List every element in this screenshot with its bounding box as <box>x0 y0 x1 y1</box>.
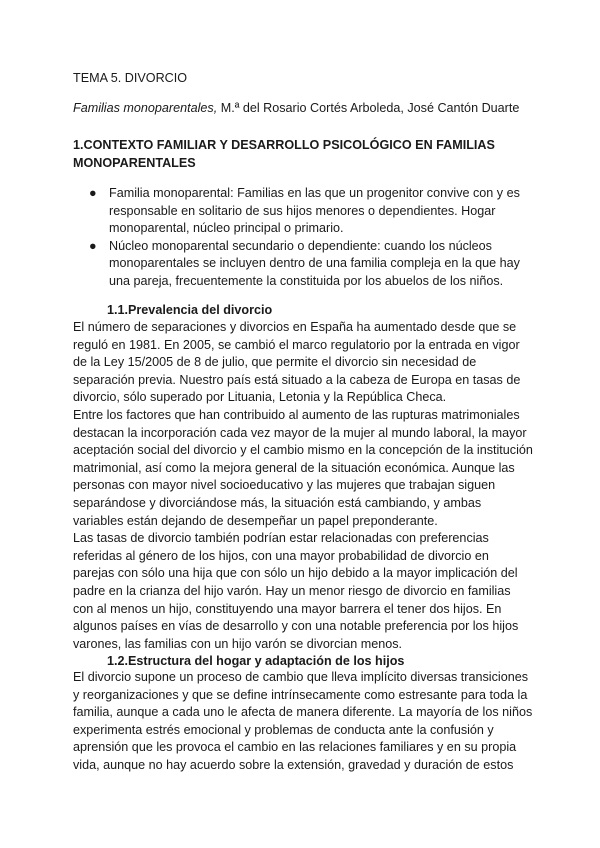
paragraph: El divorcio supone un proceso de cambio que lleva implícito diversas transiciones y reorganizaciones y que se define intrínsecamente como estresante para toda la familia, aunque a cada uno le afecta de manera diferente. La mayoría de los niños experimenta estrés emocional y problemas de conducta ante la confusión y aprensión que les provoca el cambio en las relaciones familiares y en su propia vida, aunque no hay acuerdo sobre la extensión, gravedad y duración de estos <box>73 670 533 772</box>
topic-title: TEMA 5. DIVORCIO <box>73 71 188 85</box>
list-item <box>73 238 533 291</box>
list-item-text: Familia monoparental: Familias en las que un progenitor convive con y es responsable en solitario de sus hijos menores o dependientes. Hogar monoparental, núcleo principal o primario. <box>109 186 520 236</box>
work-title: Familias monoparentales, <box>73 101 218 115</box>
list-item-text: Núcleo monoparental secundario o dependiente: cuando los núcleos monoparentales se incluyen dentro de una familia compleja en la que hay una pareja, frecuentemente la constituida por los abuelos de los niños. <box>109 238 520 288</box>
subsection-body-1-1 <box>73 319 533 653</box>
paragraph: Las tasas de divorcio también podrían estar relacionadas con preferencias referidas al género de los hijos, con una mayor probabilidad de divorcio en parejas con sólo una hija que con sólo un hijo debido a la mayor implicación del padre en la crianza del hijo varón. Hay un menor riesgo de divorcio en familias con al menos un hijo, constituyendo una mayor barrera el tener dos hijos. En algunos países en vías de desarrollo y con una notable preferencia por los hijos varones, las familias con un hijo varón se divorcian menos. <box>73 531 519 651</box>
subsection-heading-1-1: 1.1.Prevalencia del divorcio <box>107 303 273 317</box>
authors-line <box>73 100 533 118</box>
subsection-body-1-2 <box>73 669 533 775</box>
bullet-icon: ● <box>89 238 97 253</box>
section-heading-1: 1.CONTEXTO FAMILIAR Y DESARROLLO PSICOLÓGICO EN FAMILIAS MONOPARENTALES <box>73 138 495 170</box>
list-item <box>73 185 533 238</box>
paragraph: Entre los factores que han contribuido al aumento de las rupturas matrimoniales destacan la incorporación cada vez mayor de la mujer al mundo laboral, la mayor aceptación social del divorcio y el cambio mismo en la concepción de la institución matrimonial, así como la mejora general de la situación económica. Aunque las personas con mayor nivel socioeducativo y las mujeres que trabajan siguen separándose y divorciándose más, la situación está cambiando, y ambas variables están dejando de desempeñar un papel preponderante. <box>73 407 533 528</box>
paragraph: El número de separaciones y divorcios en España ha aumentado desde que se reguló en 1981. En 2005, se cambió el marco regulatorio por la entrada en vigor de la Ley 15/2005 de 8 de julio, que permite el divorcio sin necesidad de separación previa. Nuestro país está situado a la cabeza de Europa en tasas de divorcio, sólo superado por Lituania, Letonia y la República Checa. <box>73 320 521 405</box>
author-names: M.ª del Rosario Cortés Arboleda, José Cantón Duarte <box>217 101 520 115</box>
definition-list <box>73 185 533 291</box>
subsection-heading-1-2: 1.2.Estructura del hogar y adaptación de los hijos <box>107 654 405 668</box>
bullet-icon: ● <box>89 186 97 200</box>
